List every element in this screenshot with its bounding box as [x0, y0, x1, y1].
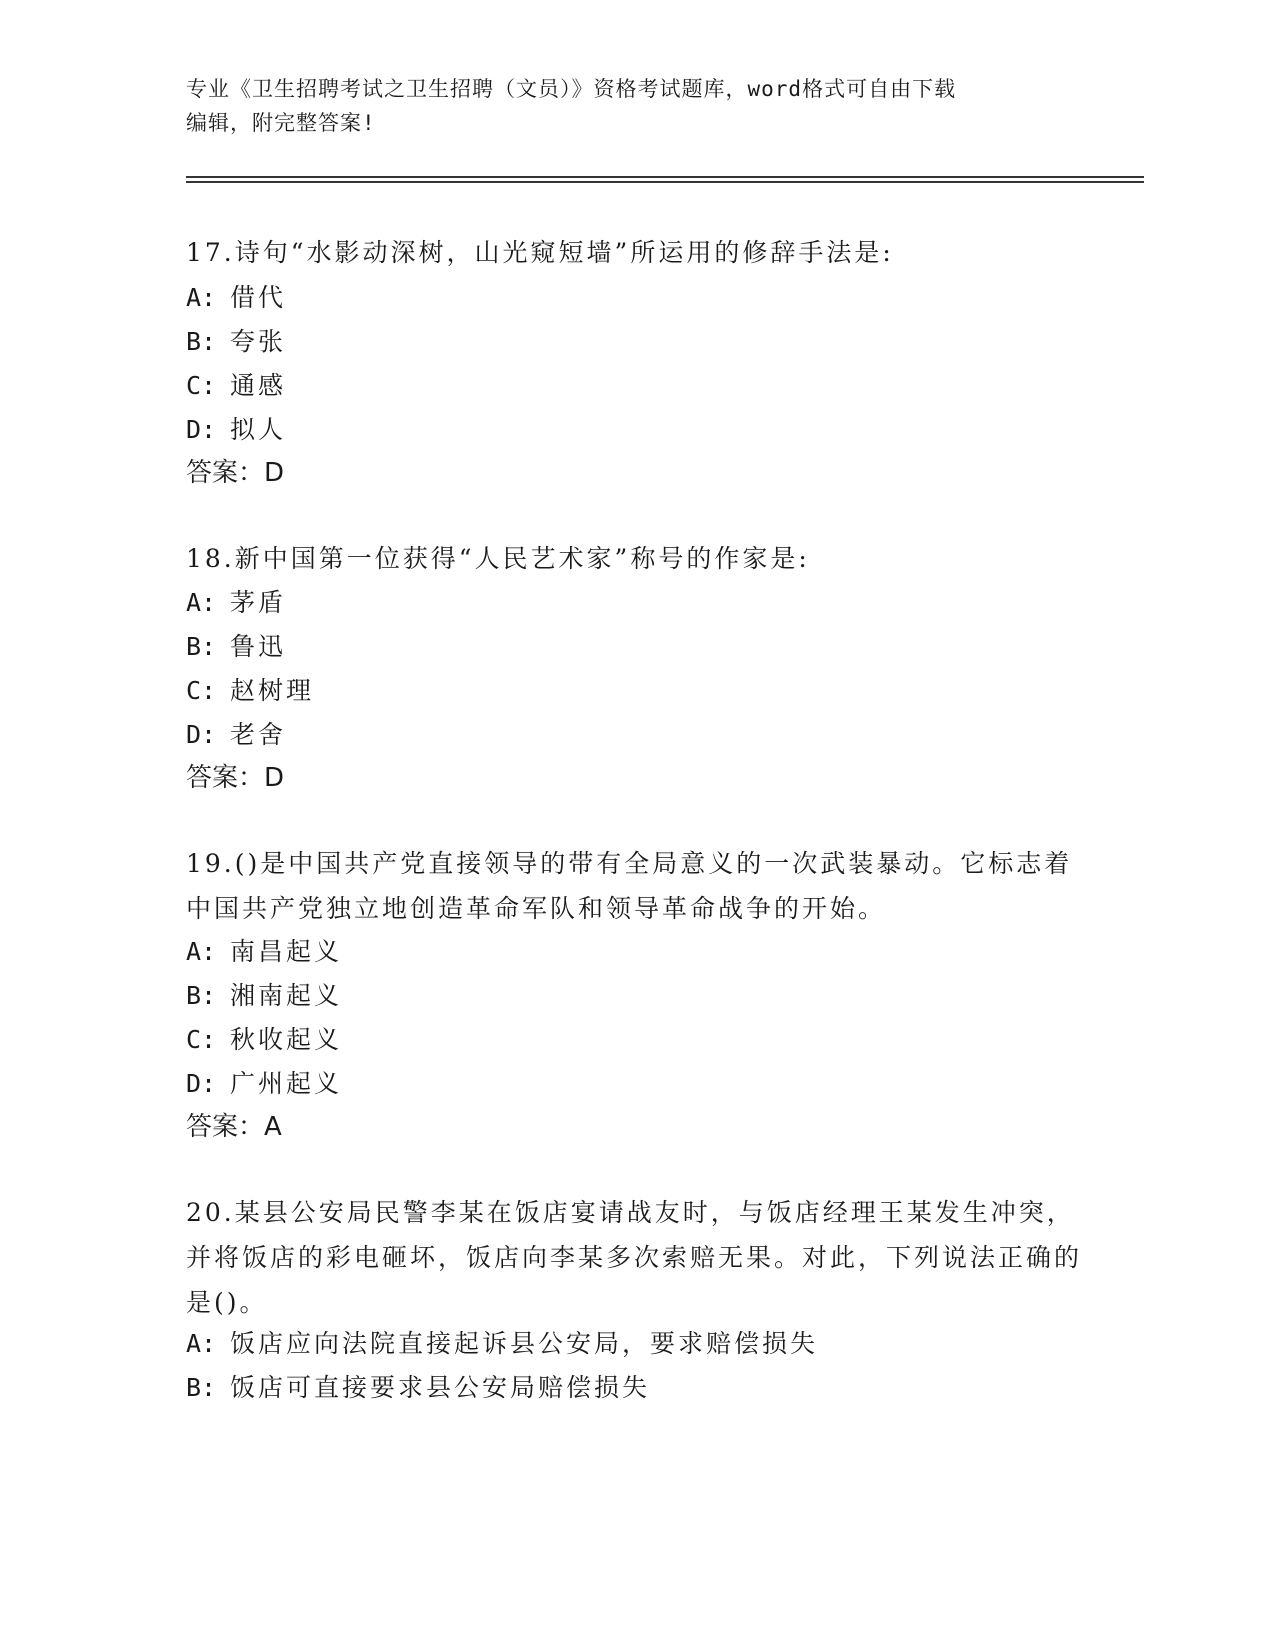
- option-letter: C:: [186, 371, 217, 400]
- question-18-answer: 答案：D: [186, 763, 285, 793]
- option-letter: A:: [186, 1329, 217, 1358]
- option-text: 借代: [230, 283, 287, 312]
- option-text: 广州起义: [230, 1069, 343, 1098]
- option-letter: A:: [186, 588, 217, 617]
- option-text: 赵树理: [230, 676, 315, 705]
- question-17-option-a: [186, 275, 286, 320]
- option-letter: B:: [186, 632, 217, 661]
- question-19-option-b: [186, 973, 342, 1018]
- question-18-stem: 18.新中国第一位获得“人民艺术家”称号的作家是:: [186, 544, 810, 573]
- option-text: 通感: [230, 371, 287, 400]
- question-18-option-d: [186, 712, 286, 757]
- option-letter: D:: [186, 720, 217, 749]
- header-divider-top: [186, 176, 1144, 178]
- header-divider-bottom: [186, 181, 1144, 183]
- option-letter: C:: [186, 1025, 217, 1054]
- question-17-option-b: [186, 319, 286, 364]
- option-text: 老舍: [230, 720, 287, 749]
- option-letter: C:: [186, 676, 217, 705]
- option-text: 夸张: [230, 327, 287, 356]
- question-17-option-d: [186, 407, 286, 452]
- header-line-1: 专业《卫生招聘考试之卫生招聘（文员）》资格考试题库，word格式可自由下载: [186, 77, 957, 101]
- option-letter: B:: [186, 327, 217, 356]
- option-letter: A:: [186, 937, 217, 966]
- question-19-option-a: [186, 929, 342, 974]
- option-text: 饭店应向法院直接起诉县公安局，要求赔偿损失: [230, 1329, 819, 1358]
- option-letter: D:: [186, 415, 217, 444]
- question-17-stem: 17.诗句“水影动深树，山光窥短墙”所运用的修辞手法是:: [186, 238, 894, 267]
- question-18-option-a: [186, 580, 286, 625]
- option-letter: B:: [186, 1373, 217, 1402]
- question-17-option-c: [186, 363, 286, 408]
- option-text: 茅盾: [230, 588, 287, 617]
- option-text: 秋收起义: [230, 1025, 343, 1054]
- option-text: 饭店可直接要求县公安局赔偿损失: [230, 1373, 651, 1402]
- option-text: 南昌起义: [230, 937, 343, 966]
- question-18-option-c: [186, 668, 314, 713]
- question-20-option-a: [186, 1321, 818, 1366]
- option-text: 鲁迅: [230, 632, 287, 661]
- question-19-stem: 19.()是中国共产党直接领导的带有全局意义的一次武装暴动。它标志着中国共产党独立地创造革命军队和领导革命战争的开始。: [186, 849, 1073, 923]
- option-text: 拟人: [230, 415, 287, 444]
- option-letter: B:: [186, 981, 217, 1010]
- option-letter: D:: [186, 1069, 217, 1098]
- question-20-stem: 20.某县公安局民警李某在饭店宴请战友时，与饭店经理王某发生冲突，并将饭店的彩电砸坏，饭店向李某多次索赔无果。对此，下列说法正确的是()。: [186, 1198, 1083, 1317]
- option-text: 湘南起义: [230, 981, 343, 1010]
- question-17-answer: 答案：D: [186, 458, 285, 488]
- question-20-option-b: [186, 1365, 650, 1410]
- option-letter: A:: [186, 283, 217, 312]
- question-19-answer: 答案：A: [186, 1112, 282, 1142]
- header-line-2: 编辑，附完整答案!: [186, 111, 376, 135]
- question-18-option-b: [186, 624, 286, 669]
- question-19-option-d: [186, 1061, 342, 1106]
- document-header: [186, 72, 1086, 140]
- question-19-option-c: [186, 1017, 342, 1062]
